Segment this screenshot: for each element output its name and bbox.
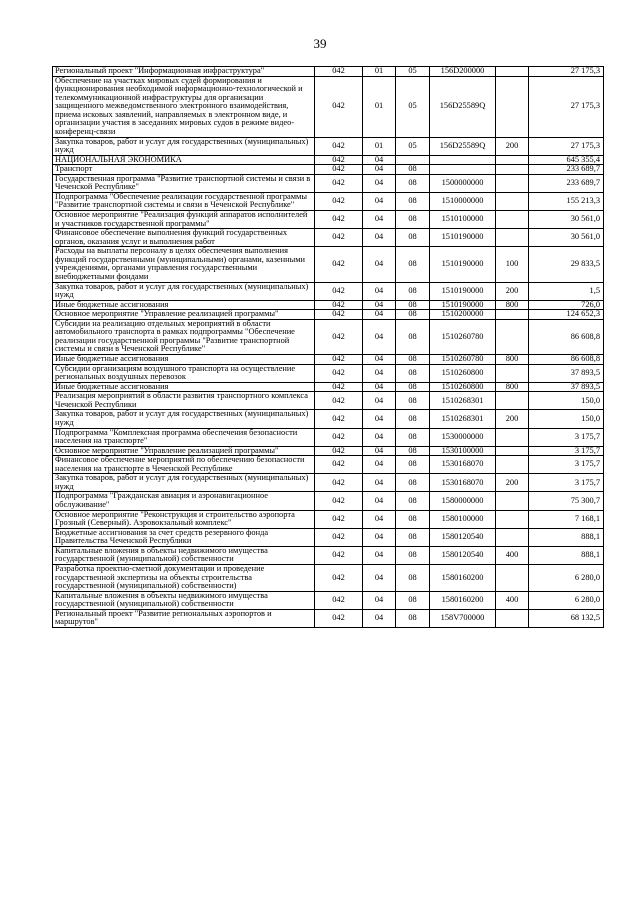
cell-csr: 1500000000 bbox=[430, 174, 496, 192]
cell-sum: 30 561,0 bbox=[529, 211, 604, 229]
cell-sum: 30 561,0 bbox=[529, 229, 604, 247]
cell-vr bbox=[496, 76, 529, 137]
cell-name: Капитальные вложения в объекты недвижимого имущества государственной (муниципальной) собственности bbox=[53, 546, 315, 564]
cell-rz: 04 bbox=[363, 510, 396, 528]
cell-csr: 1580160200 bbox=[430, 591, 496, 609]
cell-csr: 1510190000 bbox=[430, 229, 496, 247]
table-row bbox=[53, 165, 604, 175]
cell-sum: 233 689,7 bbox=[529, 174, 604, 192]
cell-rz: 04 bbox=[363, 456, 396, 474]
table-row bbox=[53, 174, 604, 192]
cell-name: Обеспечение на участках мировых судей формирования и функционирования необходимой информационно-технологической и телекоммуникационной инфраструктуры для организации защищенного межведомственного электронного взаимодействия, приема исковых заявлений, направляемых в электронном виде, и организации участия в заседаниях мировых судов в режиме видео-конференц-связи bbox=[53, 76, 315, 137]
cell-rz: 04 bbox=[363, 229, 396, 247]
cell-csr: 1510190000 bbox=[430, 300, 496, 310]
cell-csr: 1510268301 bbox=[430, 410, 496, 428]
cell-sum: 3 175,7 bbox=[529, 456, 604, 474]
cell-csr: 1530100000 bbox=[430, 446, 496, 456]
cell-ved: 042 bbox=[315, 492, 363, 510]
cell-pr: 08 bbox=[396, 546, 430, 564]
table-row bbox=[53, 510, 604, 528]
cell-name: Основное мероприятие "Управление реализацией программы" bbox=[53, 446, 315, 456]
cell-sum: 68 132,5 bbox=[529, 609, 604, 627]
table-row bbox=[53, 591, 604, 609]
cell-ved: 042 bbox=[315, 247, 363, 282]
cell-pr: 08 bbox=[396, 192, 430, 210]
cell-csr: 1530168070 bbox=[430, 474, 496, 492]
cell-vr: 800 bbox=[496, 382, 529, 392]
table-row bbox=[53, 355, 604, 365]
cell-sum: 6 280,0 bbox=[529, 591, 604, 609]
cell-name: Основное мероприятие "Реконструкция и строительство аэропорта Грозный (Северный). Аэровокзальный комплекс" bbox=[53, 510, 315, 528]
cell-sum: 155 213,3 bbox=[529, 192, 604, 210]
cell-pr: 05 bbox=[396, 76, 430, 137]
cell-rz: 04 bbox=[363, 364, 396, 382]
cell-vr bbox=[496, 456, 529, 474]
cell-csr: 1510260800 bbox=[430, 364, 496, 382]
cell-vr bbox=[496, 310, 529, 320]
cell-ved: 042 bbox=[315, 174, 363, 192]
cell-vr bbox=[496, 155, 529, 165]
cell-vr bbox=[496, 609, 529, 627]
cell-ved: 042 bbox=[315, 310, 363, 320]
cell-pr: 08 bbox=[396, 282, 430, 300]
table-row bbox=[53, 474, 604, 492]
cell-sum: 726,0 bbox=[529, 300, 604, 310]
table-row bbox=[53, 211, 604, 229]
cell-name: Подпрограмма "Комплексная программа обеспечения безопасности населения на транспорте" bbox=[53, 428, 315, 446]
cell-csr: 1530168070 bbox=[430, 456, 496, 474]
cell-csr: 1580000000 bbox=[430, 492, 496, 510]
cell-pr: 08 bbox=[396, 229, 430, 247]
page-number: 39 bbox=[313, 36, 327, 51]
cell-csr: 1510190000 bbox=[430, 282, 496, 300]
cell-sum: 3 175,7 bbox=[529, 474, 604, 492]
cell-pr: 08 bbox=[396, 528, 430, 546]
cell-pr: 05 bbox=[396, 67, 430, 77]
cell-ved: 042 bbox=[315, 410, 363, 428]
cell-rz: 04 bbox=[363, 192, 396, 210]
cell-rz: 04 bbox=[363, 474, 396, 492]
table-row bbox=[53, 67, 604, 77]
cell-rz: 04 bbox=[363, 155, 396, 165]
table-row bbox=[53, 528, 604, 546]
cell-rz: 04 bbox=[363, 165, 396, 175]
cell-pr: 08 bbox=[396, 211, 430, 229]
cell-pr: 08 bbox=[396, 174, 430, 192]
cell-rz: 04 bbox=[363, 310, 396, 320]
cell-csr: 1510260800 bbox=[430, 382, 496, 392]
cell-pr: 08 bbox=[396, 392, 430, 410]
cell-vr: 400 bbox=[496, 546, 529, 564]
cell-pr: 05 bbox=[396, 137, 430, 155]
cell-ved: 042 bbox=[315, 591, 363, 609]
cell-vr: 200 bbox=[496, 410, 529, 428]
table-row bbox=[53, 410, 604, 428]
cell-name: Закупка товаров, работ и услуг для государственных (муниципальных) нужд bbox=[53, 474, 315, 492]
cell-ved: 042 bbox=[315, 474, 363, 492]
cell-vr bbox=[496, 364, 529, 382]
cell-rz: 04 bbox=[363, 392, 396, 410]
cell-ved: 042 bbox=[315, 364, 363, 382]
table-row bbox=[53, 492, 604, 510]
cell-pr: 08 bbox=[396, 364, 430, 382]
cell-sum: 27 175,3 bbox=[529, 76, 604, 137]
cell-sum: 888,1 bbox=[529, 546, 604, 564]
cell-pr: 08 bbox=[396, 247, 430, 282]
cell-csr: 1580120540 bbox=[430, 528, 496, 546]
cell-rz: 04 bbox=[363, 247, 396, 282]
table-row bbox=[53, 364, 604, 382]
cell-pr: 08 bbox=[396, 591, 430, 609]
cell-ved: 042 bbox=[315, 382, 363, 392]
cell-rz: 04 bbox=[363, 609, 396, 627]
cell-sum: 75 300,7 bbox=[529, 492, 604, 510]
cell-vr bbox=[496, 67, 529, 77]
cell-sum: 37 893,5 bbox=[529, 364, 604, 382]
cell-sum: 233 689,7 bbox=[529, 165, 604, 175]
cell-vr bbox=[496, 174, 529, 192]
table-row bbox=[53, 546, 604, 564]
table-row bbox=[53, 282, 604, 300]
table-row bbox=[53, 428, 604, 446]
cell-ved: 042 bbox=[315, 609, 363, 627]
cell-sum: 150,0 bbox=[529, 392, 604, 410]
cell-pr: 08 bbox=[396, 165, 430, 175]
cell-pr: 08 bbox=[396, 310, 430, 320]
cell-ved: 042 bbox=[315, 137, 363, 155]
cell-csr: 1580160200 bbox=[430, 564, 496, 591]
cell-ved: 042 bbox=[315, 456, 363, 474]
cell-rz: 04 bbox=[363, 174, 396, 192]
cell-name: Основное мероприятие "Реализация функций аппаратов исполнителей и участников государственной программы" bbox=[53, 211, 315, 229]
cell-csr: 1510200000 bbox=[430, 310, 496, 320]
cell-sum: 3 175,7 bbox=[529, 446, 604, 456]
cell-name: Иные бюджетные ассигнования bbox=[53, 382, 315, 392]
cell-pr: 08 bbox=[396, 609, 430, 627]
cell-pr: 08 bbox=[396, 564, 430, 591]
cell-name: Капитальные вложения в объекты недвижимого имущества государственной (муниципальной) собственности bbox=[53, 591, 315, 609]
cell-csr: 1510000000 bbox=[430, 192, 496, 210]
cell-vr bbox=[496, 492, 529, 510]
table-row bbox=[53, 247, 604, 282]
cell-rz: 04 bbox=[363, 211, 396, 229]
cell-ved: 042 bbox=[315, 300, 363, 310]
cell-name: Государственная программа "Развитие транспортной системы и связи в Чеченской Республике" bbox=[53, 174, 315, 192]
cell-name: Подпрограмма "Гражданская авиация и аэронавигационное обслуживание" bbox=[53, 492, 315, 510]
cell-vr bbox=[496, 192, 529, 210]
cell-ved: 042 bbox=[315, 192, 363, 210]
budget-table bbox=[52, 66, 604, 628]
cell-vr bbox=[496, 528, 529, 546]
cell-pr: 08 bbox=[396, 319, 430, 354]
cell-rz: 04 bbox=[363, 382, 396, 392]
cell-name: Транспорт bbox=[53, 165, 315, 175]
cell-pr: 08 bbox=[396, 510, 430, 528]
cell-rz: 04 bbox=[363, 492, 396, 510]
cell-name: Иные бюджетные ассигнования bbox=[53, 300, 315, 310]
cell-sum: 888,1 bbox=[529, 528, 604, 546]
cell-sum: 3 175,7 bbox=[529, 428, 604, 446]
cell-csr: 1510190000 bbox=[430, 247, 496, 282]
cell-vr: 200 bbox=[496, 282, 529, 300]
cell-name: Подпрограмма "Обеспечение реализации государственной программы "Развитие транспортной системы и связи в Чеченской Республике" bbox=[53, 192, 315, 210]
cell-ved: 042 bbox=[315, 76, 363, 137]
cell-rz: 04 bbox=[363, 428, 396, 446]
cell-ved: 042 bbox=[315, 446, 363, 456]
cell-csr: 1510260780 bbox=[430, 319, 496, 354]
cell-ved: 042 bbox=[315, 229, 363, 247]
cell-sum: 86 608,8 bbox=[529, 319, 604, 354]
table-row bbox=[53, 609, 604, 627]
cell-vr: 800 bbox=[496, 300, 529, 310]
cell-name: Финансовое обеспечение выполнения функций государственных органов, оказания услуг и выполнения работ bbox=[53, 229, 315, 247]
table-row bbox=[53, 392, 604, 410]
cell-csr bbox=[430, 155, 496, 165]
cell-csr: 156D200000 bbox=[430, 67, 496, 77]
cell-name: Иные бюджетные ассигнования bbox=[53, 355, 315, 365]
cell-vr bbox=[496, 392, 529, 410]
cell-rz: 04 bbox=[363, 355, 396, 365]
cell-pr: 08 bbox=[396, 456, 430, 474]
table-row bbox=[53, 319, 604, 354]
cell-name: Расходы на выплаты персоналу в целях обеспечения выполнения функций государственными (муниципальными) органами, казенными учреждениями, органами управления государственными внебюджетными фондами bbox=[53, 247, 315, 282]
cell-name: Закупка товаров, работ и услуг для государственных (муниципальных) нужд bbox=[53, 137, 315, 155]
cell-name: Основное мероприятие "Управление реализацией программы" bbox=[53, 310, 315, 320]
cell-csr: 1530000000 bbox=[430, 428, 496, 446]
cell-name: Бюджетные ассигнования за счет средств резервного фонда Правительства Чеченской Республики bbox=[53, 528, 315, 546]
cell-sum: 86 608,8 bbox=[529, 355, 604, 365]
table-row bbox=[53, 137, 604, 155]
table-row bbox=[53, 155, 604, 165]
cell-csr: 1580100000 bbox=[430, 510, 496, 528]
cell-csr: 158V700000 bbox=[430, 609, 496, 627]
cell-rz: 04 bbox=[363, 282, 396, 300]
cell-rz: 04 bbox=[363, 446, 396, 456]
cell-pr: 08 bbox=[396, 492, 430, 510]
cell-pr: 08 bbox=[396, 382, 430, 392]
cell-vr: 100 bbox=[496, 247, 529, 282]
cell-sum: 124 652,3 bbox=[529, 310, 604, 320]
cell-sum: 29 833,5 bbox=[529, 247, 604, 282]
cell-sum: 27 175,3 bbox=[529, 67, 604, 77]
cell-rz: 04 bbox=[363, 546, 396, 564]
cell-ved: 042 bbox=[315, 211, 363, 229]
cell-vr bbox=[496, 428, 529, 446]
cell-rz: 01 bbox=[363, 67, 396, 77]
cell-pr: 08 bbox=[396, 446, 430, 456]
cell-name: НАЦИОНАЛЬНАЯ ЭКОНОМИКА bbox=[53, 155, 315, 165]
cell-pr: 08 bbox=[396, 300, 430, 310]
table-row bbox=[53, 229, 604, 247]
cell-vr: 200 bbox=[496, 474, 529, 492]
cell-sum: 7 168,1 bbox=[529, 510, 604, 528]
cell-name: Закупка товаров, работ и услуг для государственных (муниципальных) нужд bbox=[53, 282, 315, 300]
cell-csr: 1510268301 bbox=[430, 392, 496, 410]
cell-sum: 27 175,3 bbox=[529, 137, 604, 155]
cell-rz: 01 bbox=[363, 76, 396, 137]
cell-pr: 08 bbox=[396, 474, 430, 492]
cell-pr: 08 bbox=[396, 428, 430, 446]
cell-rz: 04 bbox=[363, 591, 396, 609]
cell-sum: 6 280,0 bbox=[529, 564, 604, 591]
cell-vr: 400 bbox=[496, 591, 529, 609]
cell-rz: 04 bbox=[363, 410, 396, 428]
cell-ved: 042 bbox=[315, 165, 363, 175]
cell-ved: 042 bbox=[315, 67, 363, 77]
cell-name: Финансовое обеспечение мероприятий по обеспечению безопасности населения на транспорте в Чеченской Республике bbox=[53, 456, 315, 474]
cell-name: Субсидии организациям воздушного транспорта на осуществление региональных воздушных перевозок bbox=[53, 364, 315, 382]
cell-vr: 800 bbox=[496, 355, 529, 365]
cell-vr bbox=[496, 165, 529, 175]
cell-csr: 156D25589Q bbox=[430, 137, 496, 155]
cell-ved: 042 bbox=[315, 428, 363, 446]
cell-name: Закупка товаров, работ и услуг для государственных (муниципальных) нужд bbox=[53, 410, 315, 428]
cell-name: Региональный проект "Информационная инфраструктура" bbox=[53, 67, 315, 77]
cell-csr: 156D25589Q bbox=[430, 76, 496, 137]
cell-sum: 150,0 bbox=[529, 410, 604, 428]
cell-ved: 042 bbox=[315, 564, 363, 591]
cell-vr bbox=[496, 319, 529, 354]
cell-ved: 042 bbox=[315, 392, 363, 410]
table-row bbox=[53, 310, 604, 320]
cell-csr: 1580120540 bbox=[430, 546, 496, 564]
table-row bbox=[53, 192, 604, 210]
cell-ved: 042 bbox=[315, 155, 363, 165]
cell-ved: 042 bbox=[315, 546, 363, 564]
table-row bbox=[53, 456, 604, 474]
cell-ved: 042 bbox=[315, 282, 363, 300]
cell-rz: 01 bbox=[363, 137, 396, 155]
cell-ved: 042 bbox=[315, 319, 363, 354]
table-row bbox=[53, 564, 604, 591]
cell-ved: 042 bbox=[315, 355, 363, 365]
cell-name: Региональный проект "Развитие региональных аэропортов и маршрутов" bbox=[53, 609, 315, 627]
cell-rz: 04 bbox=[363, 300, 396, 310]
cell-vr bbox=[496, 564, 529, 591]
cell-vr: 200 bbox=[496, 137, 529, 155]
cell-pr: 08 bbox=[396, 355, 430, 365]
cell-sum: 1,5 bbox=[529, 282, 604, 300]
cell-rz: 04 bbox=[363, 319, 396, 354]
cell-vr bbox=[496, 229, 529, 247]
cell-csr: 1510100000 bbox=[430, 211, 496, 229]
cell-ved: 042 bbox=[315, 510, 363, 528]
cell-csr: 1510260780 bbox=[430, 355, 496, 365]
cell-rz: 04 bbox=[363, 564, 396, 591]
cell-vr bbox=[496, 446, 529, 456]
cell-rz: 04 bbox=[363, 528, 396, 546]
cell-csr bbox=[430, 165, 496, 175]
cell-sum: 37 893,5 bbox=[529, 382, 604, 392]
cell-name: Разработка проектно-сметной документации и проведение государственной экспертизы на объекты строительства государственной (муниципальной) собственности) bbox=[53, 564, 315, 591]
cell-name: Реализация мероприятий в области развития транспортного комплекса Чеченской Республики bbox=[53, 392, 315, 410]
cell-name: Субсидии на реализацию отдельных мероприятий в области автомобильного транспорта в рамках подпрограммы "Обеспечение реализации государственной программы "Развитие транспортной системы и связи в Чеченской Республике" bbox=[53, 319, 315, 354]
cell-sum: 645 355,4 bbox=[529, 155, 604, 165]
cell-vr bbox=[496, 211, 529, 229]
cell-pr: 08 bbox=[396, 410, 430, 428]
table-row bbox=[53, 76, 604, 137]
cell-vr bbox=[496, 510, 529, 528]
cell-ved: 042 bbox=[315, 528, 363, 546]
